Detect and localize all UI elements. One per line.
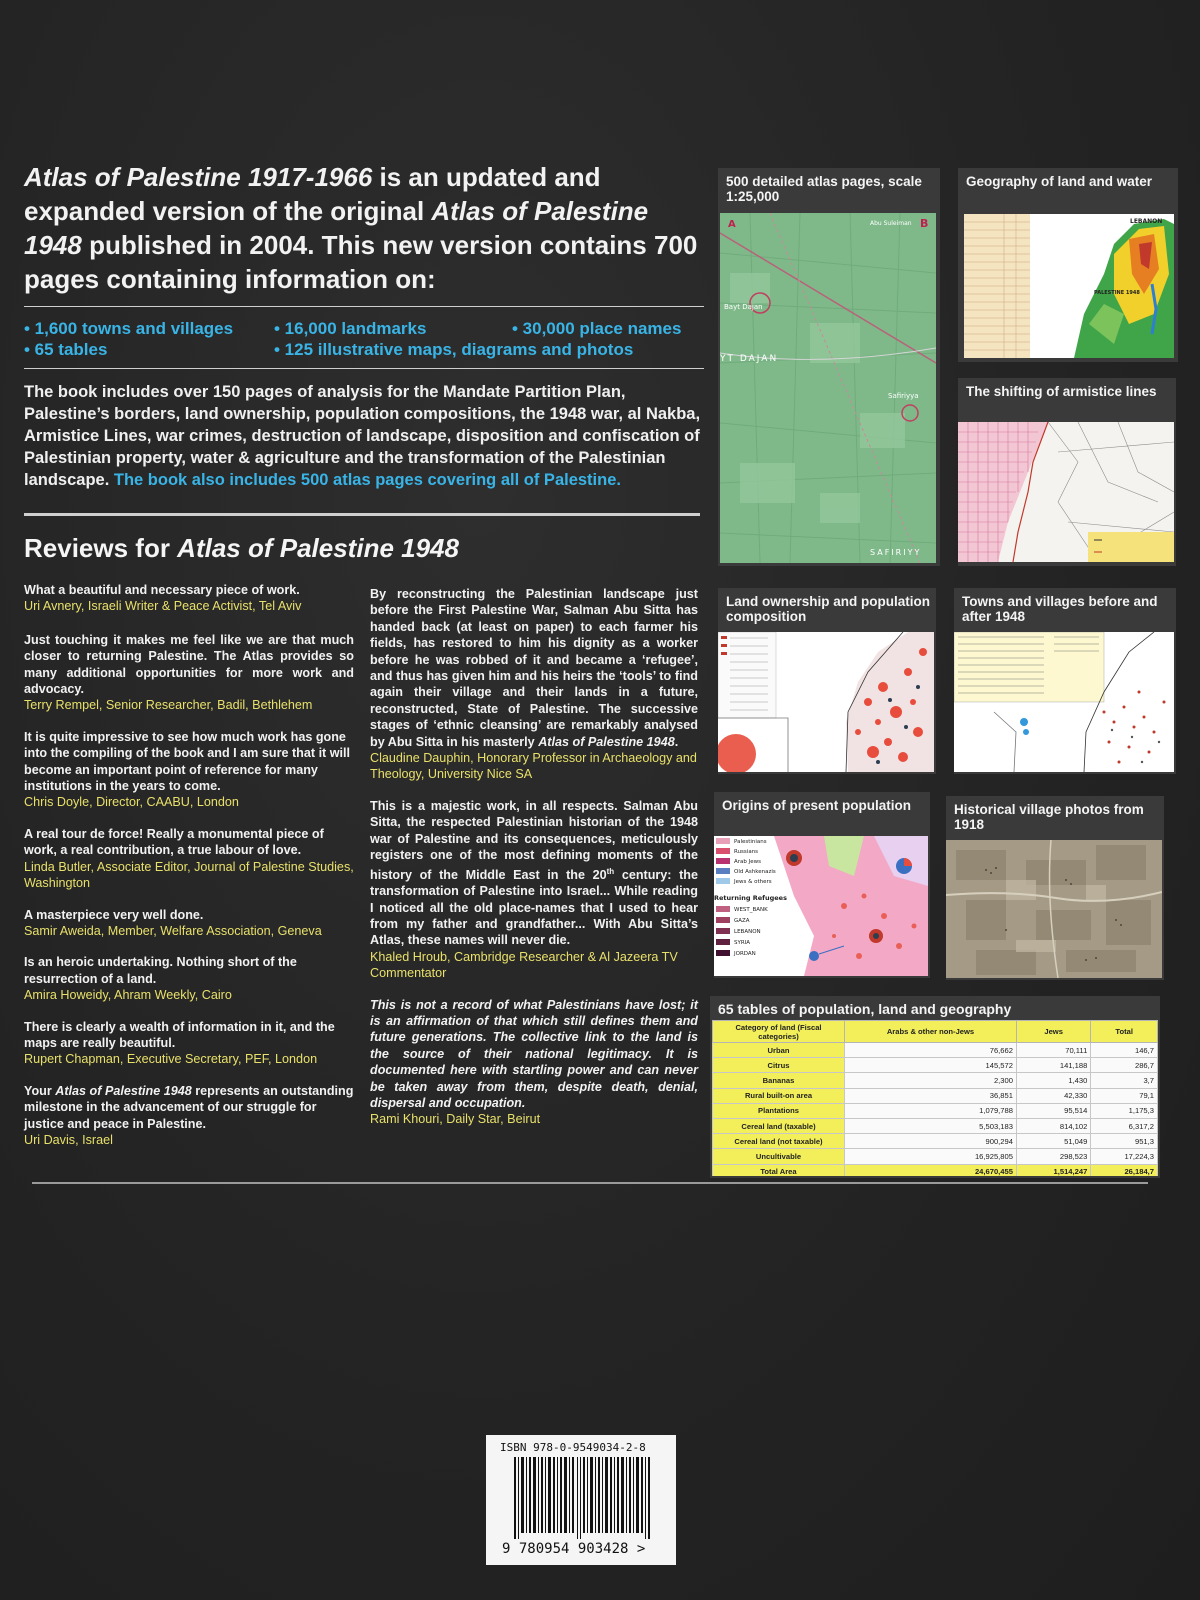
quote-prefix: This is a majestic work, in all respects. Salman Abu Sitta, the respected Palestinian historian of the 1948 war of Palestine and its consequences, meticulously registers one of the most defining moments of the history of the Middle East in the 20 <box>370 798 698 882</box>
table-cell: 286,7 <box>1091 1058 1158 1073</box>
table-cell: 51,049 <box>1016 1134 1090 1149</box>
table-cell: 1,514,247 <box>1016 1164 1090 1176</box>
table-cell: 1,079,788 <box>845 1103 1017 1118</box>
review-item <box>24 632 354 714</box>
origins-legend-old-ashkenazis: Old Ashkenazis <box>734 869 776 875</box>
reviews-middle-column <box>370 586 698 1143</box>
tile-origins <box>714 792 930 978</box>
quote-prefix: By reconstructing the Palestinian landscape just before the First Palestine War, Salman Abu Sitta has handed back (at least on paper) to each farmer his fields, has restored to him his dignity as a worker before he was robbed of it and became a ‘refugee’, and thus has given him and his heirs the ‘tools’ to find again their village and their lands in a future, reconstructed, State of Palestine. The successive stages of ‘ethnic cleansing’ are remarkably analysed by Abu Sitta in his masterly <box>370 587 698 749</box>
table-cell: 298,523 <box>1016 1149 1090 1164</box>
geo-label-palestine: PALESTINE 1948 <box>1094 290 1140 296</box>
table-cell: 79,1 <box>1091 1088 1158 1103</box>
table-cell: 70,111 <box>1016 1043 1090 1058</box>
tile-armistice <box>958 378 1176 566</box>
review-item <box>370 997 698 1128</box>
table-row <box>713 1088 1158 1103</box>
divider-bottom <box>32 1182 1148 1184</box>
table-cell: 5,503,183 <box>845 1118 1017 1133</box>
table-header-cell: Total <box>1091 1021 1158 1043</box>
origins-legend-jews-others: Jews & others <box>734 879 772 885</box>
review-quote: What a beautiful and necessary piece of work. <box>24 583 300 597</box>
bullet-tables: • 65 tables <box>24 340 108 359</box>
atlas-label-abu-suleiman: Abu Suleiman <box>870 220 912 227</box>
atlas-label-a: A <box>728 219 736 230</box>
tile-atlas-pages <box>718 168 940 566</box>
review-quote: There is clearly a wealth of information in it, and the maps are really beautiful. <box>24 1019 335 1050</box>
table-cell: Cereal land (not taxable) <box>713 1134 845 1149</box>
tile-title: Towns and villages before and after 1948 <box>962 594 1158 624</box>
atlas-label-safiriyya: Safiriyya <box>888 392 919 400</box>
bullet-towns: • 1,600 towns and villages <box>24 319 234 338</box>
data-table-wrap <box>712 1020 1158 1176</box>
origins-legend-russians: Russians <box>734 849 759 855</box>
review-quote <box>370 586 698 750</box>
tile-tables <box>710 996 1160 1178</box>
table-row <box>713 1058 1158 1073</box>
review-author: Samir Aweida, Member, Welfare Association, Geneva <box>24 923 322 938</box>
tile-title: 65 tables of population, land and geography <box>718 1001 1012 1017</box>
review-quote <box>370 798 698 949</box>
origins-image <box>714 836 928 976</box>
lead-text-1: is an updated and expanded version of the original <box>24 162 601 226</box>
review-item <box>370 586 698 783</box>
review-author: Rupert Chapman, Executive Secretary, PEF, London <box>24 1052 318 1067</box>
aerial-photo-image <box>946 840 1162 978</box>
table-cell: 42,330 <box>1016 1088 1090 1103</box>
table-row <box>713 1149 1158 1164</box>
quote-suffix: represents an outstanding milestone in the advancement of our struggle for justice and peace in Palestine. <box>24 1083 354 1131</box>
table-cell: 76,662 <box>845 1043 1017 1058</box>
armistice-image <box>958 422 1174 562</box>
table-cell: 6,317,2 <box>1091 1118 1158 1133</box>
reviews-heading <box>24 533 459 564</box>
quote-prefix: Your <box>24 1083 56 1098</box>
tile-towns-villages <box>954 588 1176 774</box>
table-cell: 95,514 <box>1016 1103 1090 1118</box>
origins-refugees-title: Returning Refugees <box>714 894 787 902</box>
quote-book-title: Atlas of Palestine 1948 <box>55 1083 192 1098</box>
table-cell: 900,294 <box>845 1134 1017 1149</box>
review-item <box>24 907 354 940</box>
lead-title-1: Atlas of Palestine 1917-1966 <box>24 162 373 192</box>
tile-land-ownership <box>718 588 936 774</box>
origins-refugees-lebanon: LEBANON <box>734 929 761 935</box>
geography-image <box>964 214 1174 358</box>
review-quote: A real tour de force! Really a monumental piece of work, a real contribution, a true labour of love. <box>24 826 324 858</box>
review-item <box>24 729 354 811</box>
table-cell: 814,102 <box>1016 1118 1090 1133</box>
review-quote: This is not a record of what Palestinians have lost; it is an affirmation of that which still defines them and future generations. The collective link to the land is the source of their national legitimacy. It is documented here with startling power and can never be taken away from them, despite death, denial, dispersal and occupation. <box>370 997 698 1110</box>
review-author: Amira Howeidy, Ahram Weekly, Cairo <box>24 988 232 1003</box>
bullet-landmarks: • 16,000 landmarks <box>274 319 427 338</box>
lead-text-2: published in 2004. This new version contains 700 pages containing information on: <box>24 230 698 294</box>
review-quote: A masterpiece very well done. <box>24 907 204 922</box>
origins-legend-arab-jews: Arab Jews <box>734 859 762 865</box>
reviews-heading-title: Atlas of Palestine 1948 <box>177 533 459 563</box>
review-item <box>370 798 698 982</box>
table-cell: 26,184,7 <box>1091 1164 1158 1176</box>
review-item <box>24 826 354 892</box>
origins-refugees-syria: SYRIA <box>734 940 751 946</box>
tile-title: The shifting of armistice lines <box>966 384 1157 399</box>
table-row <box>713 1134 1158 1149</box>
review-quote: Is an heroic undertaking. Nothing short of the resurrection of a land. <box>24 955 297 986</box>
towns-villages-image <box>954 632 1174 772</box>
analysis-highlight: The book also includes 500 atlas pages covering all of Palestine. <box>109 471 621 489</box>
table-cell: Urban <box>713 1043 845 1058</box>
table-cell: 17,224,3 <box>1091 1149 1158 1164</box>
land-ownership-image <box>718 632 934 772</box>
tile-geography <box>958 168 1178 362</box>
table-row <box>713 1043 1158 1058</box>
tile-title: 500 detailed atlas pages, scale 1:25,000 <box>726 174 922 204</box>
land-ownership-svg <box>718 632 934 772</box>
geo-label-lebanon: LEBANON <box>1130 218 1163 225</box>
table-header-cell: Jews <box>1016 1021 1090 1043</box>
table-cell: 146,7 <box>1091 1043 1158 1058</box>
tile-title: Geography of land and water <box>966 174 1153 189</box>
table-header-row <box>713 1021 1158 1043</box>
table-cell: Total Area <box>713 1164 845 1176</box>
analysis-paragraph <box>24 381 706 491</box>
quote-suffix: century: the transformation of Palestine into Israel... While reading I noticed all the old place-names that I used to hear from my father and grandfather... With Abu Sitta’s Atlas, these names will never die. <box>370 867 699 948</box>
tile-title: Historical village photos from 1918 <box>954 802 1144 832</box>
bullet-maps: • 125 illustrative maps, diagrams and photos <box>274 340 634 359</box>
table-cell: Cereal land (taxable) <box>713 1118 845 1133</box>
isbn-text-top: ISBN 978-0-9549034-2-8 <box>500 1441 646 1454</box>
review-author: Uri Davis, Israel <box>24 1132 113 1147</box>
table-cell: Bananas <box>713 1073 845 1088</box>
quote-book-title: Atlas of Palestine 1948 <box>538 734 675 749</box>
table-cell: 3,7 <box>1091 1073 1158 1088</box>
atlas-label-yt-dajan: YT DAJAN <box>720 354 779 364</box>
table-row <box>713 1118 1158 1133</box>
review-item <box>24 1019 354 1068</box>
atlas-label-bayt-dajan: Bayt Dajan <box>724 303 763 311</box>
armistice-svg <box>958 422 1174 562</box>
table-cell: 141,188 <box>1016 1058 1090 1073</box>
origins-svg <box>714 836 928 976</box>
aerial-photo-svg <box>946 840 1162 978</box>
table-cell: 2,300 <box>845 1073 1017 1088</box>
land-data-table <box>712 1020 1158 1176</box>
table-row <box>713 1073 1158 1088</box>
atlas-map-image <box>720 213 936 563</box>
origins-refugees-jordan: JORDAN <box>734 951 756 957</box>
table-cell: 24,670,455 <box>845 1164 1017 1176</box>
table-cell: Uncultivable <box>713 1149 845 1164</box>
review-author: Uri Avnery, Israeli Writer & Peace Activist, Tel Aviv <box>24 599 302 614</box>
table-cell: 1,175,3 <box>1091 1103 1158 1118</box>
origins-legend-palestinians: Palestinians <box>734 839 767 845</box>
review-author: Rami Khouri, Daily Star, Beirut <box>370 1112 541 1127</box>
isbn-barcode <box>486 1435 676 1565</box>
isbn-text-bottom: 9 780954 903428 > <box>502 1541 646 1557</box>
bullet-place-names: • 30,000 place names <box>512 319 682 338</box>
tile-title: Origins of present population <box>722 798 911 813</box>
tile-photos <box>946 796 1164 980</box>
lead-title-2: Atlas of Palestine 1948 <box>24 196 649 260</box>
review-item <box>24 582 354 615</box>
table-cell: 951,3 <box>1091 1134 1158 1149</box>
tile-title: Land ownership and population composition <box>726 594 930 624</box>
table-cell: 1,430 <box>1016 1073 1090 1088</box>
divider-reviews <box>24 513 700 516</box>
atlas-map-svg <box>720 213 936 563</box>
review-author: Khaled Hroub, Cambridge Researcher & Al Jazeera TV Commentator <box>370 949 678 981</box>
table-cell: Plantations <box>713 1103 845 1118</box>
table-cell: 36,851 <box>845 1088 1017 1103</box>
origins-refugees-west-bank: WEST_BANK <box>734 907 768 913</box>
barcode-icon <box>514 1457 654 1539</box>
review-author: Chris Doyle, Director, CAABU, London <box>24 795 239 810</box>
reviews-heading-prefix: Reviews for <box>24 533 178 563</box>
review-item <box>24 954 354 1003</box>
geography-svg <box>964 214 1174 358</box>
origins-refugees-gaza: GAZA <box>734 918 750 924</box>
review-author: Terry Rempel, Senior Researcher, Badil, Bethlehem <box>24 698 313 713</box>
table-row <box>713 1103 1158 1118</box>
divider-bullets <box>24 368 704 369</box>
review-quote: Just touching it makes me feel like we are that much closer to returning Palestine. The Atlas provides so many additional opportunities for more work and advocacy. <box>24 632 354 697</box>
table-total-row <box>713 1164 1158 1176</box>
review-quote: It is quite impressive to see how much work has gone into the compiling of the book and I am sure that it will become an important point of reference for many institutions in the years to come. <box>24 729 351 794</box>
review-author: Linda Butler, Associate Editor, Journal of Palestine Studies, Washington <box>24 859 354 891</box>
table-header-cell: Category of land (Fiscal categories) <box>713 1021 845 1043</box>
table-cell: 16,925,805 <box>845 1149 1017 1164</box>
atlas-label-safiriyy: SAFIRIYY <box>870 548 922 557</box>
review-author: Claudine Dauphin, Honorary Professor in Archaeology and Theology, University Nice SA <box>370 751 697 782</box>
lead-paragraph <box>24 160 706 296</box>
towns-villages-svg <box>954 632 1174 772</box>
review-quote <box>24 1083 354 1132</box>
table-header-cell: Arabs & other non-Jews <box>845 1021 1017 1043</box>
reviews-left-column <box>24 582 354 1163</box>
divider-top <box>24 306 704 307</box>
quote-superscript: th <box>606 866 615 876</box>
review-item <box>24 1083 354 1149</box>
analysis-text: The book includes over 150 pages of analysis for the Mandate Partition Plan, Palestine’s borders, land ownership, population compositions, the 1948 war, al Nakba, Armistice Lines, war crimes, destruction of landscape, disposition and confiscation of Palestinian property, water & agriculture and the transformation of the Palestinian landscape. <box>24 383 701 489</box>
atlas-label-b: B <box>920 217 929 230</box>
table-cell: 145,572 <box>845 1058 1017 1073</box>
quote-suffix: . <box>674 734 679 749</box>
table-cell: Rural built-on area <box>713 1088 845 1103</box>
table-cell: Citrus <box>713 1058 845 1073</box>
